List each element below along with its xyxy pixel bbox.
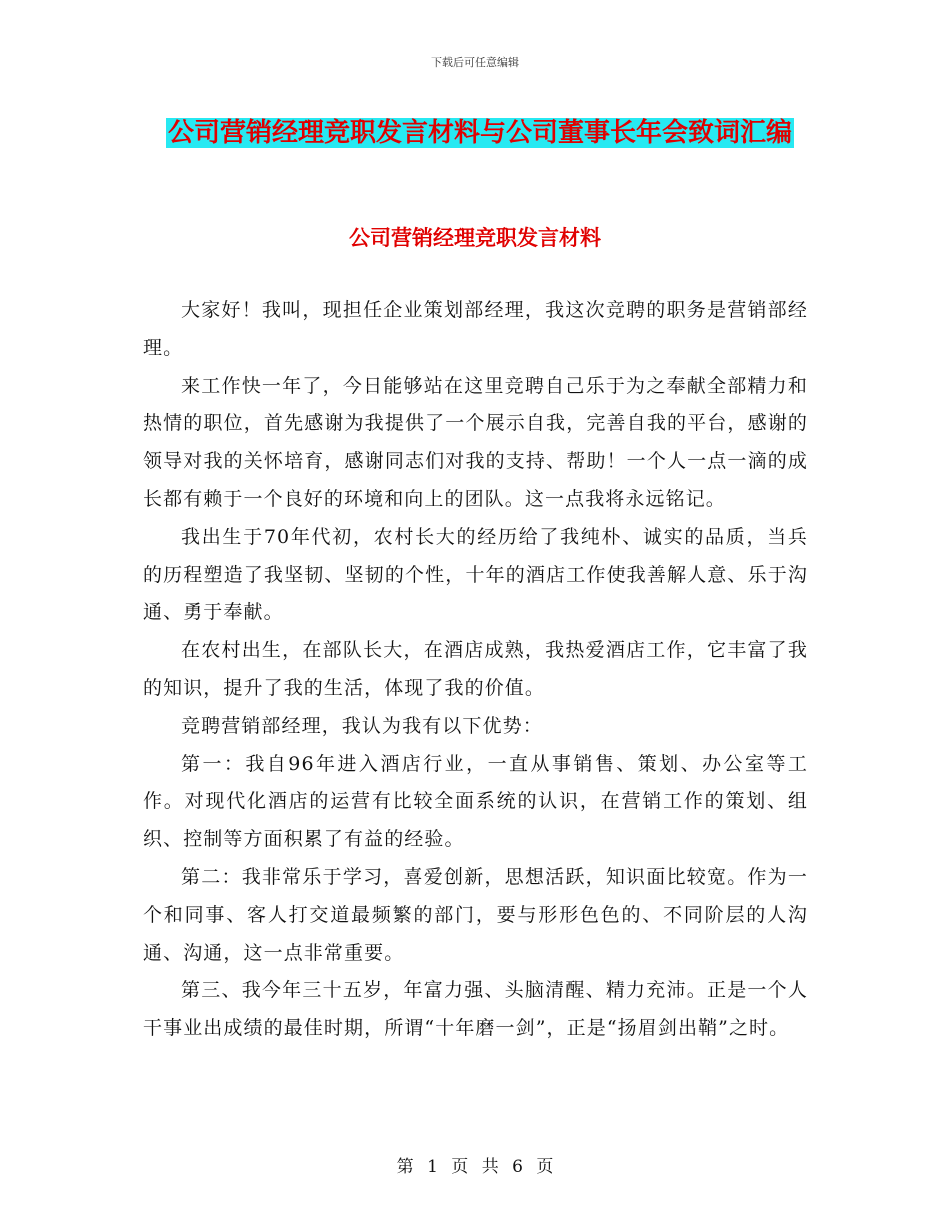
body-text <box>143 292 808 1048</box>
paragraph: 我出生于70年代初，农村长大的经历给了我纯朴、诚实的品质，当兵的历程塑造了我坚韧、坚韧的个性，十年的酒店工作使我善解人意、乐于沟通、勇于奉献。 <box>143 525 808 624</box>
paragraph: 大家好！我叫，现担任企业策划部经理，我这次竞聘的职务是营销部经理。 <box>143 299 808 359</box>
paragraph: 在农村出生，在部队长大，在酒店成熟，我热爱酒店工作，它丰富了我的知识，提升了我的生活，体现了我的价值。 <box>143 639 808 699</box>
paragraph: 来工作快一年了，今日能够站在这里竞聘自己乐于为之奉献全部精力和热情的职位，首先感谢为我提供了一个展示自我，完善自我的平台，感谢的领导对我的关怀培育，感谢同志们对我的支持、帮助！一个人一点一滴的成长都有赖于一个良好的环境和向上的团队。这一点我将永远铭记。 <box>143 374 808 510</box>
paragraph: 第二：我非常乐于学习，喜爱创新，思想活跃，知识面比较宽。作为一个和同事、客人打交道最频繁的部门，要与形形色色的、不同阶层的人沟通、沟通，这一点非常重要。 <box>143 865 808 964</box>
paragraph: 第一：我自96年进入酒店行业，一直从事销售、策划、办公室等工作。对现代化酒店的运营有比较全面系统的认识，在营销工作的策划、组织、控制等方面积累了有益的经验。 <box>143 752 808 851</box>
page-header-note: 下载后可任意编辑 <box>431 56 519 69</box>
document-title <box>150 108 810 158</box>
paragraph: 竞聘营销部经理，我认为我有以下优势： <box>181 714 543 737</box>
page-footer: 第 1 页 共 6 页 <box>396 1157 554 1177</box>
paragraph: 第三、我今年三十五岁，年富力强、头脑清醒、精力充沛。正是一个人干事业出成绩的最佳时期，所谓“十年磨一剑”，正是“扬眉剑出鞘”之时。 <box>143 979 808 1040</box>
section-title: 公司营销经理竞职发言材料 <box>349 226 601 250</box>
document-title-text: 公司营销经理竞职发言材料与公司董事长年会致词汇编 <box>167 118 792 148</box>
